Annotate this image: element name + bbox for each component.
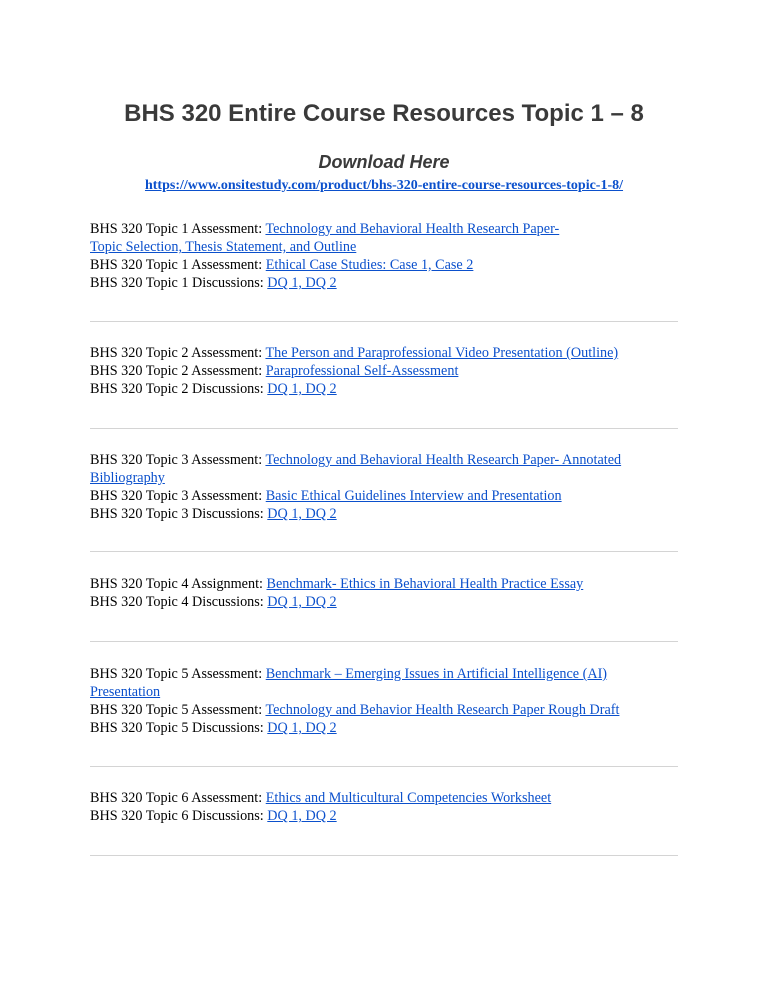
item-link-ethical-case-studies[interactable]: Ethical Case Studies: Case 1, Case 2	[265, 257, 474, 273]
item-link-dq[interactable]: DQ 1, DQ 2	[267, 381, 337, 397]
item-label: BHS 320 Topic 3 Assessment:	[90, 452, 266, 468]
topic-1-discussions	[90, 274, 680, 292]
topic-6-section	[90, 789, 680, 825]
item-label: BHS 320 Topic 2 Discussions:	[90, 381, 268, 397]
topic-5-discussions	[90, 719, 680, 737]
topic-5-section	[90, 665, 680, 737]
item-label: BHS 320 Topic 3 Discussions:	[90, 506, 268, 522]
topic-1-assessment-2	[90, 256, 680, 274]
item-link-dq[interactable]: DQ 1, DQ 2	[267, 594, 337, 610]
item-label: BHS 320 Topic 3 Assessment:	[90, 488, 266, 504]
item-label: BHS 320 Topic 6 Discussions:	[90, 808, 268, 824]
item-link-benchmark-ethics-essay[interactable]: Benchmark- Ethics in Behavioral Health Practice Essay	[266, 576, 584, 592]
item-label: BHS 320 Topic 1 Discussions:	[90, 275, 268, 291]
topic-2-section	[90, 344, 680, 398]
topic-4-assignment	[90, 575, 680, 593]
item-link-annotated-bibliography[interactable]: Technology and Behavioral Health Research Paper- Annotated Bibliography	[90, 452, 622, 486]
download-url-link[interactable]: https://www.onsitestudy.com/product/bhs-320-entire-course-resources-topic-1-8/	[144, 178, 624, 193]
item-link-dq[interactable]: DQ 1, DQ 2	[267, 720, 337, 736]
item-label: BHS 320 Topic 5 Assessment:	[90, 702, 266, 718]
item-link-rough-draft[interactable]: Technology and Behavior Health Research Paper Rough Draft	[265, 702, 620, 718]
topic-6-discussions	[90, 807, 680, 825]
document-title: BHS 320 Entire Course Resources Topic 1 – 8	[124, 100, 644, 127]
topic-2-discussions	[90, 380, 680, 398]
item-link-dq[interactable]: DQ 1, DQ 2	[267, 808, 337, 824]
item-label: BHS 320 Topic 5 Assessment:	[90, 666, 266, 682]
topic-1-assessment-1	[90, 220, 680, 256]
topic-5-assessment-1	[90, 665, 680, 701]
item-link-ai-presentation[interactable]: Benchmark – Emerging Issues in Artificial Intelligence (AI) Presentation	[90, 666, 608, 700]
topic-3-section	[90, 451, 680, 523]
topic-6-assessment	[90, 789, 680, 807]
section-divider	[90, 551, 678, 552]
download-heading: Download Here	[318, 152, 450, 172]
section-divider	[90, 428, 678, 429]
item-label: BHS 320 Topic 4 Discussions:	[90, 594, 268, 610]
section-divider	[90, 855, 678, 856]
item-label: BHS 320 Topic 2 Assessment:	[90, 345, 266, 361]
item-link-multicultural-worksheet[interactable]: Ethics and Multicultural Competencies Worksheet	[265, 790, 552, 806]
topic-4-discussions	[90, 593, 680, 611]
item-label: BHS 320 Topic 2 Assessment:	[90, 363, 266, 379]
item-link-self-assessment[interactable]: Paraprofessional Self-Assessment	[265, 363, 459, 379]
item-link-research-paper-outline[interactable]: Technology and Behavioral Health Research Paper- Topic Selection, Thesis Statement, and Outline	[90, 221, 560, 255]
topic-3-discussions	[90, 505, 680, 523]
item-link-dq[interactable]: DQ 1, DQ 2	[267, 506, 337, 522]
section-divider	[90, 766, 678, 767]
item-label: BHS 320 Topic 5 Discussions:	[90, 720, 268, 736]
item-link-ethical-guidelines-interview[interactable]: Basic Ethical Guidelines Interview and Presentation	[265, 488, 562, 504]
item-label: BHS 320 Topic 6 Assessment:	[90, 790, 266, 806]
topic-2-assessment-2	[90, 362, 680, 380]
download-url-line	[0, 177, 768, 195]
topic-3-assessment-1	[90, 451, 680, 487]
topic-3-assessment-2	[90, 487, 680, 505]
item-label: BHS 320 Topic 1 Assessment:	[90, 221, 266, 237]
topic-4-section	[90, 575, 680, 611]
section-divider	[90, 321, 678, 322]
topic-2-assessment-1	[90, 344, 680, 362]
topic-5-assessment-2	[90, 701, 680, 719]
section-divider	[90, 641, 678, 642]
item-link-dq[interactable]: DQ 1, DQ 2	[267, 275, 337, 291]
item-label: BHS 320 Topic 4 Assignment:	[90, 576, 267, 592]
item-link-video-presentation[interactable]: The Person and Paraprofessional Video Presentation (Outline)	[265, 345, 619, 361]
topic-1-section	[90, 220, 680, 292]
item-label: BHS 320 Topic 1 Assessment:	[90, 257, 266, 273]
